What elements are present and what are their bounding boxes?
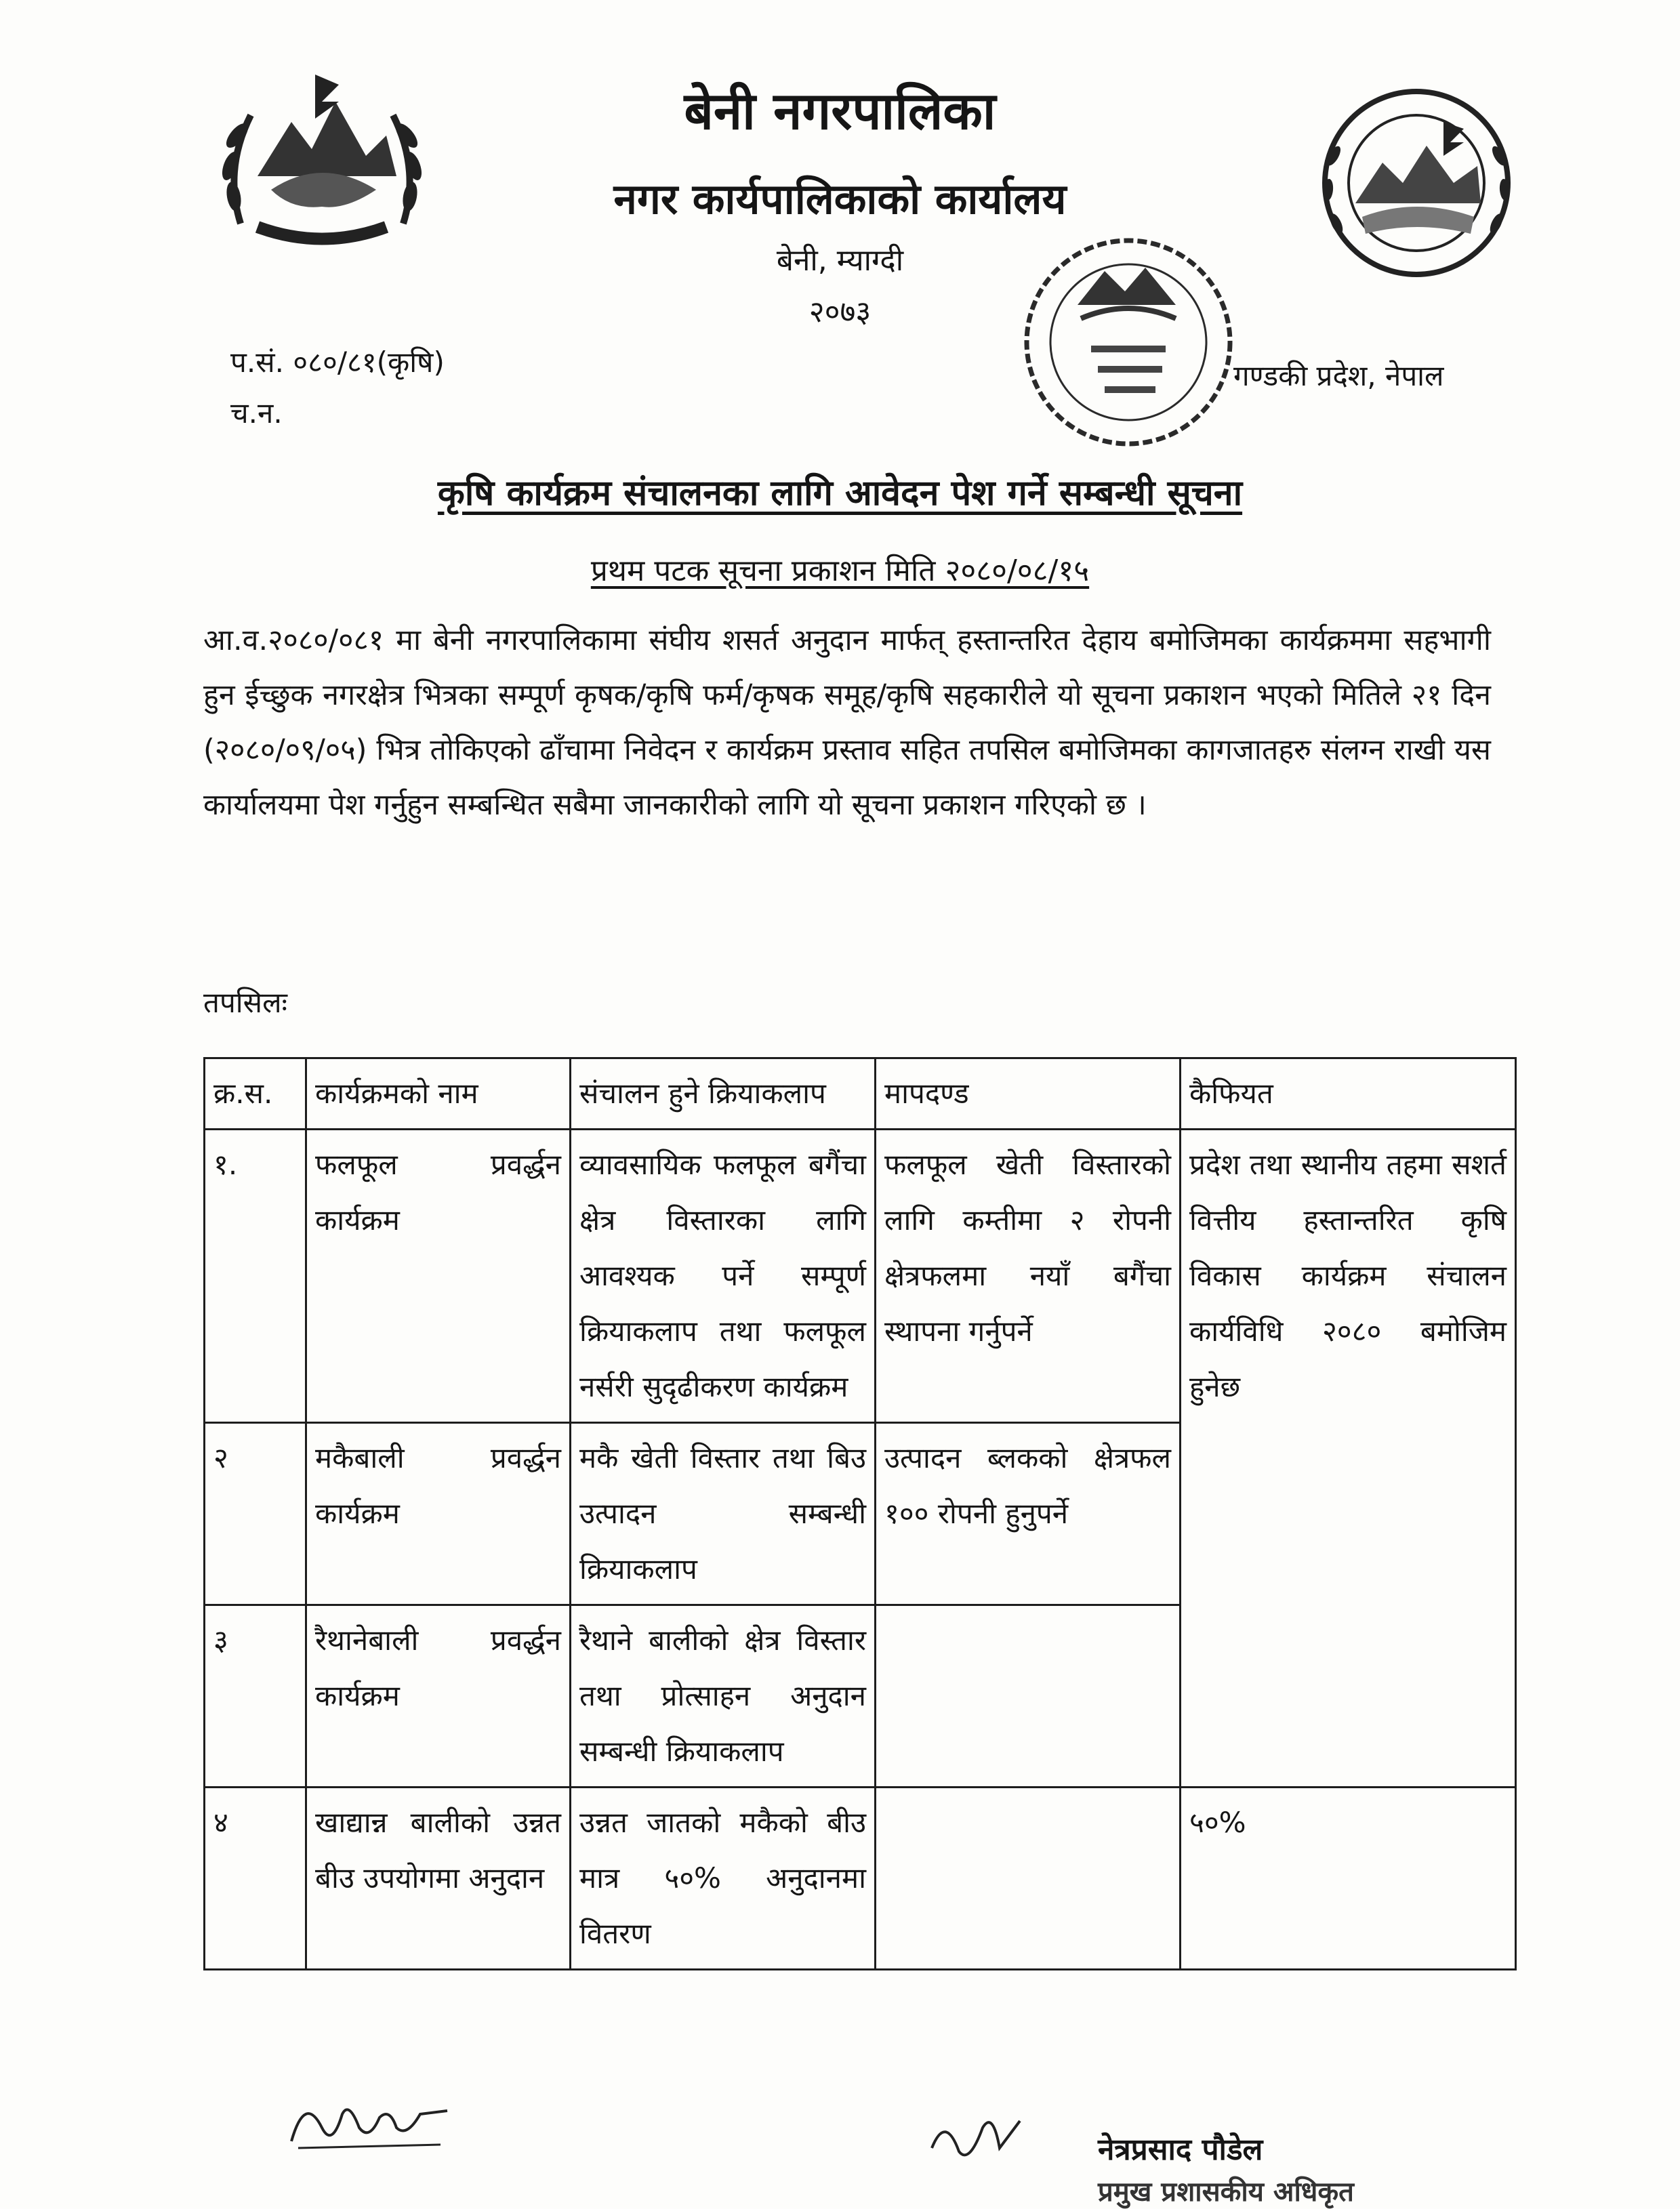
row-serial: ४ [205, 1788, 306, 1970]
header-remarks: कैफियत [1181, 1058, 1516, 1130]
row-remarks: प्रदेश तथा स्थानीय तहमा सशर्त वित्तीय हस्तान्तरित कृषि विकास कार्यक्रम संचालन कार्यविधि २०८० बमोजिम हुनेछ [1181, 1130, 1516, 1788]
office-location: बेनी, म्याग्दी [776, 243, 904, 278]
notice-publish-date: प्रथम पटक सूचना प्रकाशन मिति २०८०/०८/१५ [590, 554, 1090, 588]
table-row [205, 1130, 1516, 1423]
row-criteria: उत्पादन ब्लकको क्षेत्रफल १०० रोपनी हुनुपर्ने [876, 1423, 1181, 1605]
handwritten-signature-mid-icon [918, 2101, 1040, 2168]
header-program-name: कार्यक्रमको नाम [306, 1058, 571, 1130]
row-serial: ३ [205, 1605, 306, 1788]
table-header-row [205, 1058, 1516, 1130]
row-serial: १. [205, 1130, 306, 1423]
established-year: २०७३ [808, 295, 872, 329]
row-remarks: ५०% [1181, 1788, 1516, 1970]
officer-name: नेत्रप्रसाद पौडेल [1098, 2132, 1263, 2167]
row-criteria: फलफूल खेती विस्तारको लागि कम्तीमा २ रोपनी क्षेत्रफलमा नयाँ बगैंचा स्थापना गर्नुपर्ने [876, 1130, 1181, 1423]
row-serial: २ [205, 1423, 306, 1605]
row-program-name: खाद्यान्न बालीको उन्नत बीउ उपयोगमा अनुदान [306, 1788, 571, 1970]
handwritten-signature-left-icon [285, 2087, 461, 2155]
office-subtitle: नगर कार्यपालिकाको कार्यालय [613, 174, 1067, 224]
letter-reference-number: प.सं. ०८०/८१(कृषि) [230, 346, 445, 379]
header-criteria: मापदण्ड [876, 1058, 1181, 1130]
dispatch-number: च.न. [230, 396, 283, 430]
notice-body: आ.व.२०८०/०८१ मा बेनी नगरपालिकामा संघीय शसर्त अनुदान मार्फत् हस्तान्तरित देहाय बमोजिमका कार्यक्रममा सहभागी हुन ईच्छुक नगरक्षेत्र भित्रका सम्पूर्ण कृषक/कृषि फर्म/कृषक समूह/कृषि सहकारीले यो सूचना प्रकाशन भएको मितिले २१ दिन (२०८०/०९/०५) भित्र तोकिएको ढाँचामा निवेदन र कार्यक्रम प्रस्ताव सहित तपसिल बमोजिमका कागजातहरु संलग्न राखी यस कार्यालयमा पेश गर्नुहुन सम्बन्धित सबैमा जानकारीको लागि यो सूचना प्रकाशन गरिएको छ । [203, 623, 1491, 822]
header-activity: संचालन हुने क्रियाकलाप [571, 1058, 876, 1130]
municipality-title: बेनी नगरपालिका [684, 81, 996, 141]
row-activity: रैथाने बालीको क्षेत्र विस्तार तथा प्रोत्साहन अनुदान सम्बन्धी क्रियाकलाप [571, 1605, 876, 1788]
row-program-name: मकैबाली प्रवर्द्धन कार्यक्रम [306, 1423, 571, 1605]
row-activity: व्यावसायिक फलफूल बगैंचा क्षेत्र विस्तारका लागि आवश्यक पर्ने सम्पूर्ण क्रियाकलाप तथा फलफूल नर्सरी सुदृढीकरण कार्यक्रम [571, 1130, 876, 1423]
table-row [205, 1788, 1516, 1970]
program-table [203, 1057, 1517, 1970]
row-criteria [876, 1605, 1181, 1788]
row-program-name: रैथानेबाली प्रवर्द्धन कार्यक्रम [306, 1605, 571, 1788]
row-activity: मकै खेती विस्तार तथा बिउ उत्पादन सम्बन्धी क्रियाकलाप [571, 1423, 876, 1605]
details-label: तपसिलः [203, 986, 288, 1019]
notice-title: कृषि कार्यक्रम संचालनका लागि आवेदन पेश गर्ने सम्बन्धी सूचना [437, 473, 1243, 514]
row-program-name: फलफूल प्रवर्द्धन कार्यक्रम [306, 1130, 571, 1423]
officer-title: प्रमुख प्रशासकीय अधिकृत [1098, 2176, 1354, 2208]
province-label: गण्डकी प्रदेश, नेपाल [1233, 359, 1444, 392]
row-activity: उन्नत जातको मकैको बीउ मात्र ५०% अनुदानमा वितरण [571, 1788, 876, 1970]
header-serial: क्र.स. [205, 1058, 306, 1130]
row-criteria [876, 1788, 1181, 1970]
